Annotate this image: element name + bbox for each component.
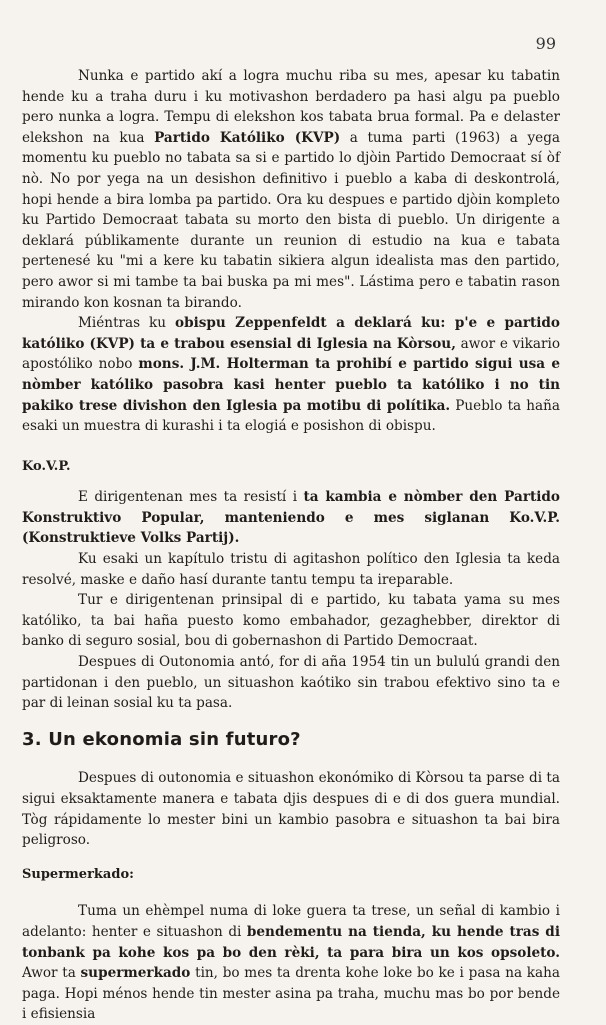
text: tin, bo mes ta drenta kohe loke bo ke i pasa na kaha paga. Hopi ménos hende tin mester asina pa traha, muchu mas bo por bende i efisiensia (22, 965, 560, 1023)
text: a tuma parti (1963) a yega momentu ku pueblo no tabata sa si e partido lo djòin Partido Democraat sí òf nò. No por yega na un desishon definitivo i pueblo a kaba di deskontrolá, hopi hende a bira lomba pa partido. Ora ku despues e partido djòin kompleto ku Partido Democraat tabata su morto den bista di pueblo. Un dirigente a deklará públikamente durante un reunion di estudio na kua e tabata pertenesé ku "mi a kere ku tabatin sikiera algun idealista mas den partido, pero awor si mi tambe ta bai buska pa mi mes". Lástima pero e tabatin rason mirando kon kosnan ta birando. (22, 129, 560, 311)
text: Awor ta (22, 965, 81, 982)
paragraph-kvp-history (22, 66, 560, 313)
bold-text: Partido Katóliko (KVP) (154, 129, 341, 146)
subheading-supermerkado: Supermerkado: (22, 866, 134, 882)
bold-text: mons. J.M. Holterman ta prohibí e partido sigui usa e nòmber katóliko pasobra kasi henter pueblo ta katóliko i no tin pakiko trese divishon den Iglesia pa motibu di polítika. (22, 356, 561, 414)
subheading-kovp: Ko.V.P. (22, 458, 71, 474)
paragraph-obispu (22, 313, 560, 437)
paragraph-kapitulo: Ku esaki un kapítulo tristu di agitashon político den Iglesia ta keda resolvé, maske e daño hasí durante tantu tempu ta ireparable. (22, 551, 560, 588)
text: Pueblo ta haña esaki un muestra di kurashi i ta elogiá e posishon di obispu. (22, 397, 560, 435)
paragraph-dirigentenan: Tur e dirigentenan prinsipal di e partido, ku tabata yama su mes katóliko, ta bai haña puesto komo embahador, gezaghebber, direktor di banko di seguro sosial, bou di gobernashon di Partido Democraat. (22, 592, 560, 650)
paragraph-supermerkado (22, 901, 560, 1025)
text: Nunka e partido akí a logra muchu riba su mes, apesar ku tabatin hende ku a traha duru i ku motivashon berdadero pa hasi algu pa pueblo pero nunka a logra. Tempu di elekshon kos tabata brua formal. Pa e delaster elekshon na kua (22, 68, 560, 146)
paragraph-kovp (22, 487, 560, 549)
paragraph-ekonomia: Despues di outonomia e situashon ekonómiko di Kòrsou ta parse di ta sigui eksaktamente manera e tabata djis despues di e di dos guera mundial. Tòg rápidamente lo mester bini un kambio pasobra e situashon ta bai bira peligroso. (22, 770, 560, 849)
page-body (22, 66, 560, 1025)
text: awor e vikario apostóliko nobo (22, 335, 560, 373)
bold-text: bendementu na tienda, ku hende tras di tonbank pa kohe kos pa bo den rèki, ta para bira un kos opsoleto. (22, 923, 560, 961)
text: E dirigentenan mes ta resistí i (78, 489, 304, 506)
text: Miéntras ku (78, 315, 176, 332)
text: Tuma un ehèmpel numa di loke guera ta trese, un señal di kambio i adelanto: henter e situashon di (22, 903, 560, 940)
bold-text: supermerkado (80, 965, 191, 982)
bold-text: obispu Zeppenfeldt a deklará ku: p'e e partido katóliko (KVP) ta e trabou esensial di Iglesia na Kòrsou, (22, 315, 561, 352)
section-heading-ekonomia: 3. Un ekonomia sin futuro? (22, 728, 301, 750)
page-number: 99 (535, 34, 556, 53)
bold-text: ta kambia e nòmber den Partido Konstruktivo Popular, manteniendo e mes siglanan Ko.V.P. (Konstruktieve Volks Partij). (22, 489, 560, 547)
paragraph-outonomia: Despues di Outonomia antó, for di aña 1954 tin un bululú grandi den partidonan i den pueblo, un situashon kaótiko sin trabou efektivo sino ta e par di leinan sosial ku ta pasa. (22, 654, 560, 712)
